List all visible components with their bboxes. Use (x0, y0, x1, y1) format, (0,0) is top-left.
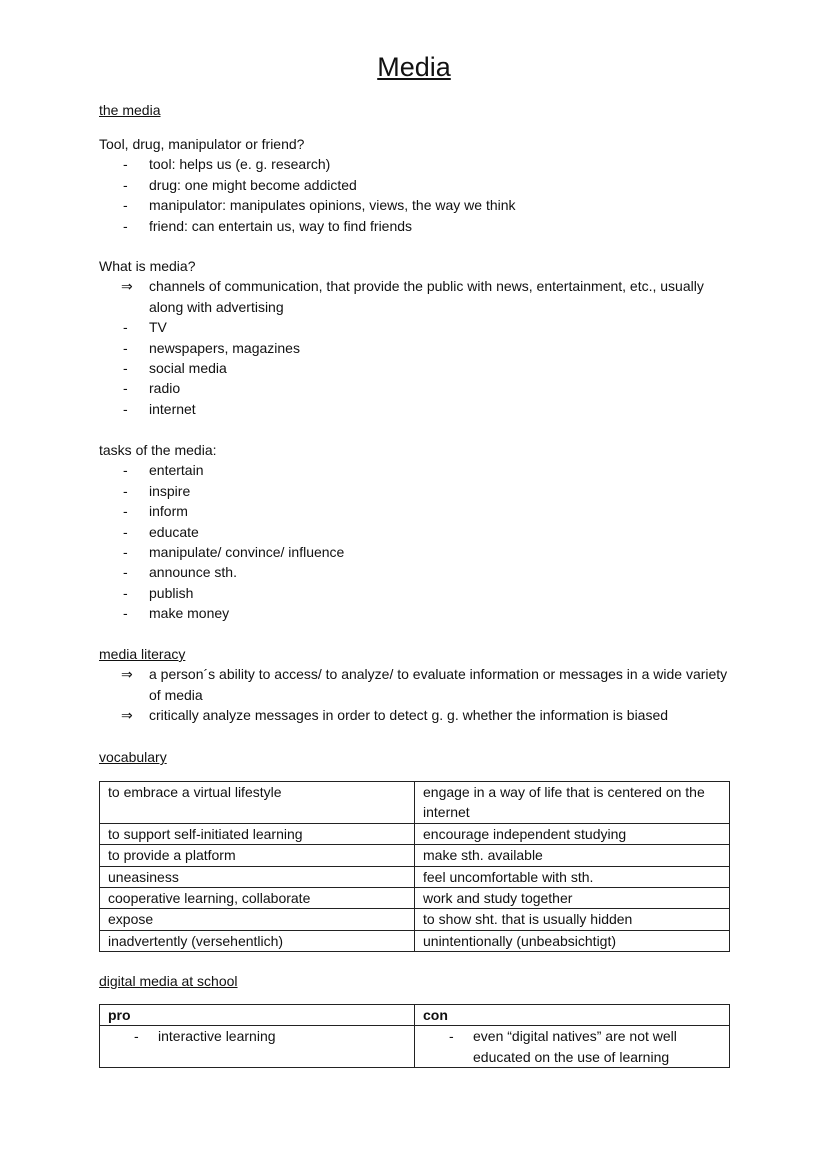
pro-cell (100, 1026, 415, 1068)
list-item (99, 195, 739, 215)
definition-cell: encourage independent studying (415, 823, 730, 844)
arrow-text: channels of communication, that provide the public with news, entertainment, etc., usually along with advertising (149, 278, 704, 315)
dash: - (123, 319, 128, 336)
vocabulary-table (99, 781, 730, 952)
con-item: even “digital natives” are not well educated on the use of learning (473, 1028, 677, 1065)
list-item-text: educate (149, 523, 199, 540)
term-cell: to support self-initiated learning (100, 823, 415, 844)
section-heading-vocabulary: vocabulary (99, 749, 167, 765)
list-item (99, 542, 739, 562)
term-cell: to embrace a virtual lifestyle (100, 782, 415, 824)
table-row (100, 845, 730, 866)
section-heading-the-media: the media (99, 102, 161, 118)
bullet-list (99, 154, 739, 236)
section-heading: media literacy (99, 646, 186, 662)
definition-cell: to show sht. that is usually hidden (415, 909, 730, 930)
definition-cell: feel uncomfortable with sth. (415, 866, 730, 887)
list-item-text: social media (149, 360, 227, 377)
list-item (99, 522, 739, 542)
list-item (99, 603, 739, 623)
list-item (99, 460, 739, 480)
definition-cell: work and study together (415, 888, 730, 909)
tool-drug-section (99, 134, 739, 236)
list-item-text: inspire (149, 482, 191, 499)
dash: - (449, 1028, 454, 1045)
arrow-item (99, 276, 739, 317)
arrow-icon: ⇒ (121, 707, 133, 724)
list-item (99, 501, 739, 521)
list-item (99, 399, 739, 419)
list-item-text: radio (149, 380, 181, 397)
question: Tool, drug, manipulator or friend? (99, 136, 305, 152)
dash: - (123, 503, 128, 520)
definition-cell: engage in a way of life that is centered on the internet (415, 782, 730, 824)
list-item (99, 154, 739, 174)
definition-cell: make sth. available (415, 845, 730, 866)
list-item-text: drug: one might become addicted (149, 176, 357, 193)
list-item-text: announce sth. (149, 564, 237, 581)
dash: - (123, 360, 128, 377)
list-item (99, 583, 739, 603)
list-item-text: inform (149, 503, 188, 520)
table-row (100, 823, 730, 844)
term-cell: inadvertently (versehentlich) (100, 930, 415, 951)
con-cell (415, 1026, 730, 1068)
dash: - (123, 339, 128, 356)
list-item-text: publish (149, 584, 194, 601)
dash: - (123, 380, 128, 397)
dash: - (123, 523, 128, 540)
pro-item: interactive learning (158, 1028, 276, 1045)
arrow-icon: ⇒ (121, 666, 133, 683)
arrow-icon: ⇒ (121, 278, 133, 295)
table-row (100, 866, 730, 887)
list-item-text: make money (149, 605, 230, 622)
list-item-text: internet (149, 400, 196, 417)
term-cell: expose (100, 909, 415, 930)
term-cell: cooperative learning, collaborate (100, 888, 415, 909)
list-item (99, 562, 739, 582)
list-item-text: tool: helps us (e. g. research) (149, 156, 331, 173)
pro-header: pro (100, 1005, 415, 1026)
tasks-section (99, 440, 739, 624)
dash: - (134, 1028, 139, 1045)
dash: - (123, 544, 128, 561)
bullet-list (99, 460, 739, 623)
list-item-text: entertain (149, 462, 204, 479)
arrow-text: critically analyze messages in order to detect g. g. whether the information is biased (149, 707, 669, 724)
term-cell: to provide a platform (100, 845, 415, 866)
section-heading: tasks of the media: (99, 442, 217, 458)
table-row (100, 782, 730, 824)
pro-con-table (99, 1004, 730, 1068)
dash: - (123, 605, 128, 622)
table-row (100, 888, 730, 909)
table-row (100, 909, 730, 930)
page-title: Media (377, 52, 451, 82)
list-item-text: TV (149, 319, 167, 336)
what-is-media-section (99, 256, 739, 419)
section-heading: What is media? (99, 258, 196, 274)
con-header: con (415, 1005, 730, 1026)
dash: - (123, 584, 128, 601)
arrow-item (99, 705, 739, 725)
list-item (99, 338, 739, 358)
list-item (99, 216, 739, 236)
list-item (99, 317, 739, 337)
list-item-text: manipulator: manipulates opinions, views, the way we think (149, 197, 516, 214)
list-item-text: friend: can entertain us, way to find friends (149, 217, 413, 234)
table-header-row (100, 1005, 730, 1026)
list-item (99, 481, 739, 501)
arrow-text: a person´s ability to access/ to analyze/ to evaluate information or messages in a wide variety of media (149, 666, 728, 703)
media-literacy-section (99, 644, 739, 726)
list-item (99, 175, 739, 195)
section-heading-digital-media: digital media at school (99, 973, 238, 989)
dash: - (123, 217, 128, 234)
dash: - (123, 564, 128, 581)
dash: - (123, 197, 128, 214)
table-row (100, 930, 730, 951)
dash: - (123, 176, 128, 193)
list-item-text: manipulate/ convince/ influence (149, 544, 345, 561)
dash: - (123, 156, 128, 173)
dash: - (123, 400, 128, 417)
list-item (99, 358, 739, 378)
term-cell: uneasiness (100, 866, 415, 887)
list-item (99, 378, 739, 398)
list-item-text: newspapers, magazines (149, 339, 300, 356)
table-row (100, 1026, 730, 1068)
dash: - (123, 462, 128, 479)
bullet-list (99, 317, 739, 419)
dash: - (123, 482, 128, 499)
arrow-item (99, 664, 739, 705)
definition-cell: unintentionally (unbeabsichtigt) (415, 930, 730, 951)
